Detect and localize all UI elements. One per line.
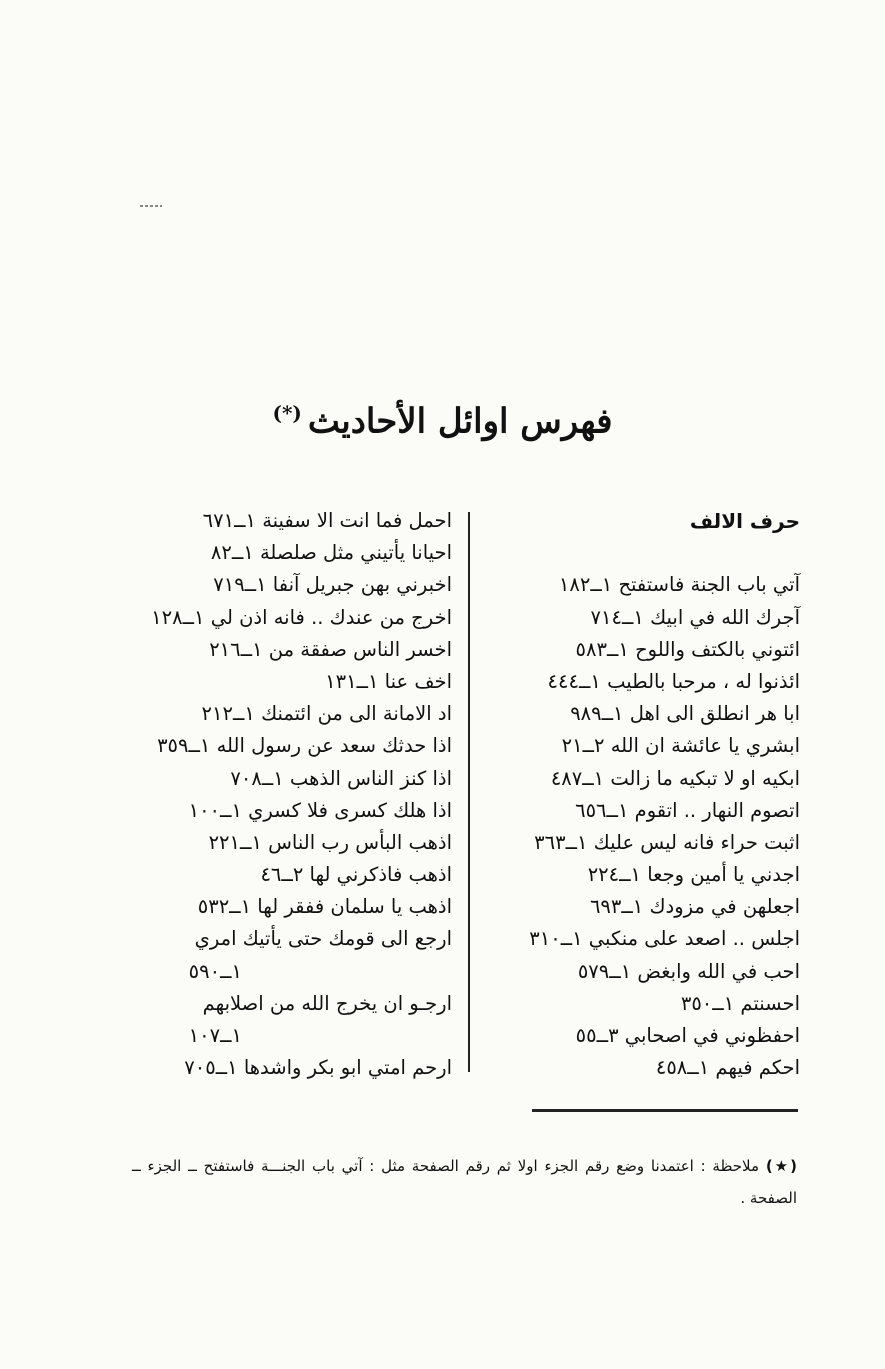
index-entry: احب في الله وابغض ١ــ٥٧٩ xyxy=(577,959,800,983)
index-entry: ارجع الى قومك حتى يأتيك امري xyxy=(194,927,452,951)
index-entry: اذهب البأس رب الناس ١ــ٢٢١ xyxy=(208,830,452,854)
index-entry: ائذنوا له ، مرحبا بالطيب ١ــ٤٤٤ xyxy=(547,669,800,693)
index-entry: اذهب فاذكرني لها ٢ــ٤٦ xyxy=(260,863,452,887)
index-entry: ابكيه او لا تبكيه ما زالت ١ــ٤٨٧ xyxy=(550,766,800,790)
index-entry: ابشري يا عائشة ان الله ٢ــ٢١ xyxy=(561,734,800,758)
index-entry: اخسر الناس صفقة من ١ــ٢١٦ xyxy=(209,637,452,661)
index-entry: ارجـو ان يخرج الله من اصلابهم xyxy=(202,991,452,1015)
index-entry: اجدني يا أمين وجعا ١ــ٢٢٤ xyxy=(587,863,800,887)
index-entry: اذهب يا سلمان ففقر لها ١ــ٥٣٢ xyxy=(197,895,452,919)
footnote-text: ملاحظة : اعتمدنا وضع رقم الجزء اولا ثم رقم الصفحة مثل : آتي باب الجنـــة فاستفتح ــ الجزء ــ الصفحة . xyxy=(132,1157,797,1207)
index-entry: اثبت حراء فانه ليس عليك ١ــ٣٦٣ xyxy=(534,830,800,854)
index-entry-continuation: ١ــ١٠٧ xyxy=(188,1024,242,1047)
index-entry: آتي باب الجنة فاستفتح ١ــ١٨٢ xyxy=(558,573,800,597)
page-title-text: فهرس اوائل الأحاديث xyxy=(307,401,613,442)
page-title xyxy=(150,388,735,446)
index-entry: ائتوني بالكتف واللوح ١ــ٥٨٣ xyxy=(575,637,800,661)
index-entry: احكم فيهم ١ــ٤٥٨ xyxy=(655,1056,800,1080)
index-entry: احيانا يأتيني مثل صلصلة ١ــ٨٢ xyxy=(210,541,452,565)
index-entry: اجلس .. اصعد على منكبي ١ــ٣١٠ xyxy=(529,927,800,951)
footnote xyxy=(132,1150,797,1214)
index-entry: اد الامانة الى من ائتمنك ١ــ٢١٢ xyxy=(201,702,452,726)
footnote-separator xyxy=(532,1109,798,1112)
index-column-left xyxy=(122,505,452,1084)
index-entry: اخبرني بهن جبريل آنفا ١ــ٧١٩ xyxy=(213,573,452,597)
index-entry: اذا هلك كسرى فلا كسري ١ــ١٠٠ xyxy=(188,798,452,822)
index-entry: اتصوم النهار .. اتقوم ١ــ٦٥٦ xyxy=(575,798,800,822)
index-entry-continuation: ١ــ٥٩٠ xyxy=(188,959,242,983)
index-entry: اخف عنا ١ــ١٣١ xyxy=(325,669,452,693)
index-entry: آجرك الله في ابيك ١ــ٧١٤ xyxy=(590,605,800,629)
stray-ink-mark xyxy=(140,203,162,209)
index-entry: اذا كنز الناس الذهب ١ــ٧٠٨ xyxy=(230,766,452,790)
footnote-marker: (★) xyxy=(765,1157,797,1175)
index-entry: احمل فما انت الا سفينة ١ــ٦٧١ xyxy=(202,509,452,532)
index-entry: احفظوني في اصحابي ٣ــ٥٥ xyxy=(575,1024,800,1047)
heading-spacer xyxy=(480,537,800,569)
index-entry: احسنتم ١ــ٣٥٠ xyxy=(680,991,800,1015)
section-heading-alif: حرف الالف xyxy=(689,509,800,533)
index-entry: اذا حدثك سعد عن رسول الله ١ــ٣٥٩ xyxy=(157,734,452,758)
title-footnote-marker: (*) xyxy=(272,401,302,425)
index-entry: ارحم امتي ابو بكر واشدها ١ــ٧٠٥ xyxy=(184,1056,452,1080)
index-column-right xyxy=(480,505,800,1084)
index-entry: ابا هر انطلق الى اهل ١ــ٩٨٩ xyxy=(570,702,800,726)
index-entry: اجعلهن في مزودك ١ــ٦٩٣ xyxy=(589,895,800,919)
index-entry: اخرج من عندك .. فانه اذن لي ١ــ١٢٨ xyxy=(151,605,452,629)
column-divider xyxy=(468,512,470,1072)
